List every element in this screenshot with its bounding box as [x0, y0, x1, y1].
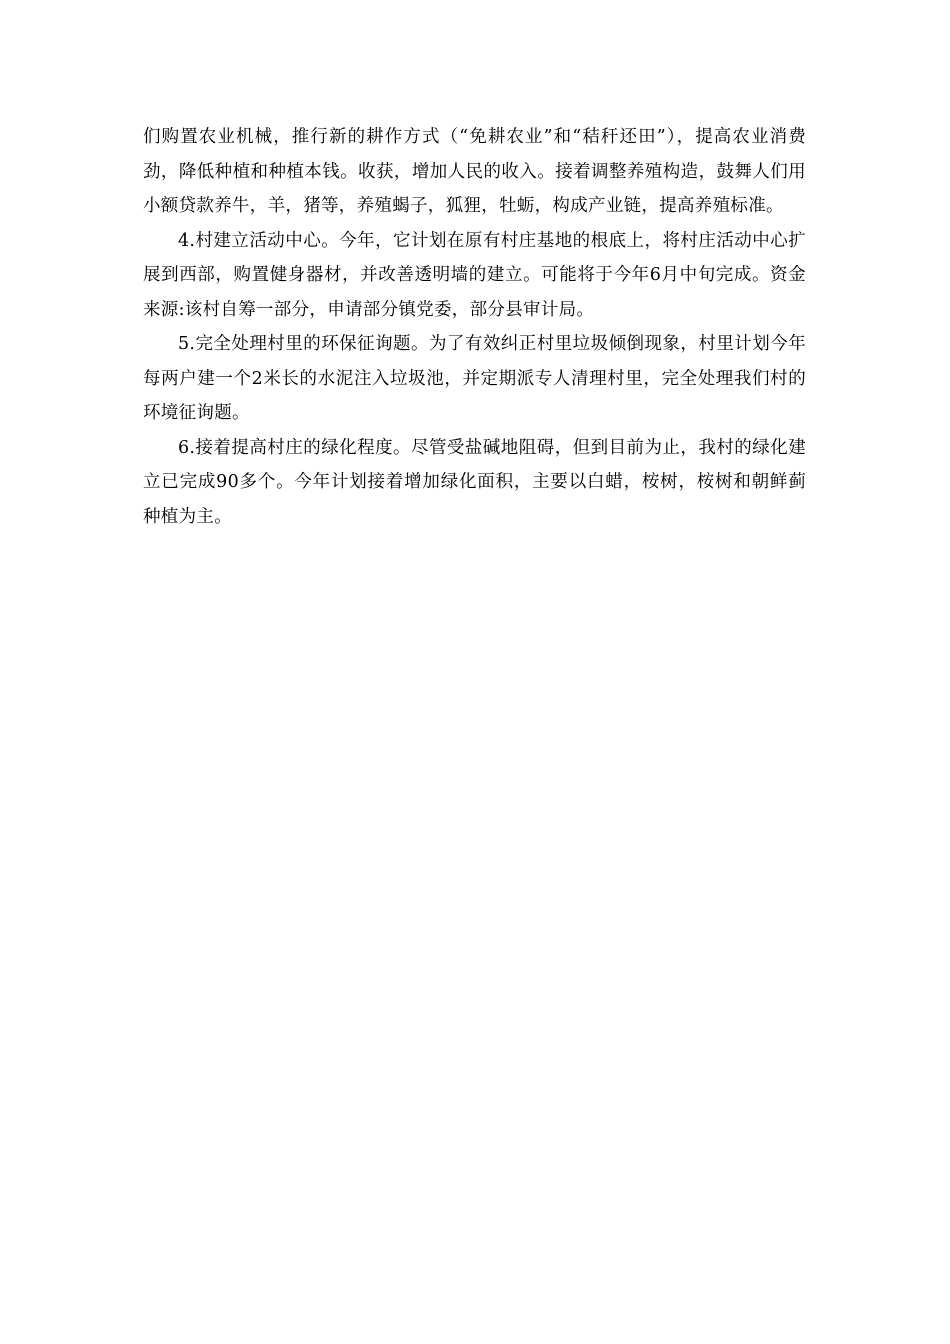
- paragraph-continued: 们购置农业机械，推行新的耕作方式（“免耕农业”和“秸秆还田”），提高农业消费劲，降低种植和种植本钱。收获，增加人民的收入。接着调整养殖构造，鼓舞人们用小额贷款养牛，羊，猪等，养殖蝎子，狐狸，牡蛎，构成产业链，提高养殖标准。: [143, 127, 806, 216]
- paragraph-item-5: 5.完全处理村里的环保征询题。为了有效纠正村里垃圾倾倒现象，村里计划今年每两户建一个2米长的水泥注入垃圾池，并定期派专人清理村里，完全处理我们村的环境征询题。: [143, 334, 806, 423]
- document-body: [143, 120, 806, 534]
- paragraph-item-4: 4.村建立活动中心。今年，它计划在原有村庄基地的根底上，将村庄活动中心扩展到西部，购置健身器材，并改善透明墙的建立。可能将于今年6月中旬完成。资金来源:该村自筹一部分，申请部分镇党委，部分县审计局。: [143, 230, 806, 320]
- paragraph-item-6: 6.接着提高村庄的绿化程度。尽管受盐碱地阻碍，但到目前为止，我村的绿化建立已完成90多个。今年计划接着增加绿化面积，主要以白蜡，桉树，桉树和朝鲜蓟种植为主。: [143, 437, 806, 527]
